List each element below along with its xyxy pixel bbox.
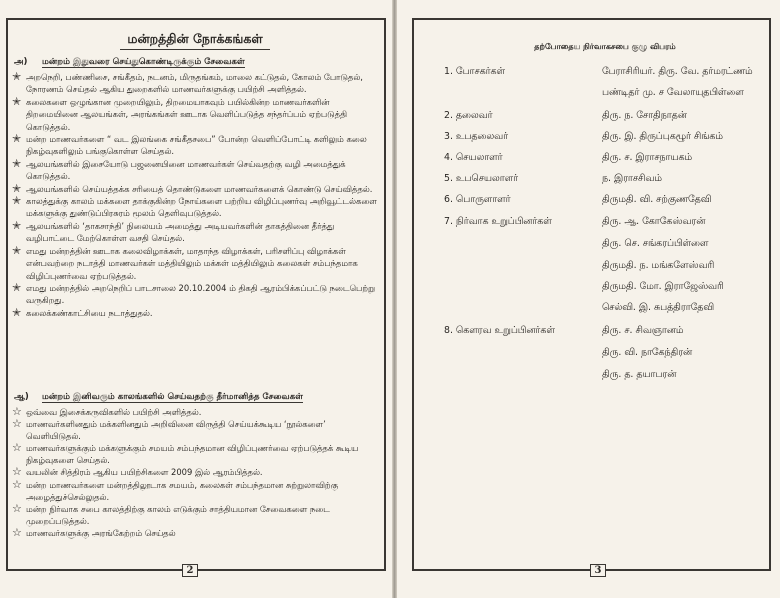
member-name: திருமதி. வி. சற்குணதேவி: [602, 194, 712, 205]
star-bullet-icon: ✭: [12, 243, 22, 257]
list-item: ✭ கலைக்கண்காட்சியை நடாத்துதல்.: [12, 305, 153, 319]
page-title: மன்றத்தின் நோக்கங்கள்: [120, 31, 270, 50]
star-bullet-icon: ✭: [12, 305, 22, 319]
list-item: ✭ ஆலயங்களில் இசையோடு பஜனையினை மாணவர்கள் செய்வதற்கு வழி அமைத்துக் கொடுத்தல்.: [12, 156, 346, 182]
member-name: திரு. ஆ. கோகேஸ்வரன்: [602, 216, 706, 227]
member-name: திருமதி. ந. மங்களேஸ்வரி: [602, 260, 715, 271]
member-name: திரு. த. தயாபரன்: [602, 369, 677, 380]
member-name: திரு. ந. சோதிநாதன்: [602, 110, 687, 121]
member-name: ந. இராசசிவம்: [602, 173, 662, 184]
star-bullet-icon: ✭: [12, 156, 22, 170]
list-item: ✭ மன்ற மாணவர்களை “ வட இலங்கை சங்கீதசபை” போன்ற வெளிப்போட்டி களிலும் கலை நிகழ்வுகளிலும் பங்குகொள்ள செய்தல்.: [12, 132, 367, 157]
star-bullet-icon: ✭: [12, 194, 22, 208]
role-label: 6. பொருளாளர்: [444, 194, 511, 205]
star-bullet-icon: ✭: [12, 70, 22, 83]
role-label: 1. போசகர்கள்: [444, 66, 505, 77]
list-item: ✭ எமது மன்றத்தின் ஊடாக கலைவிழாக்கள், மாதாந்த விழாக்கள், பரிசளிப்பு விழாக்கள் என்பவற்றை நடாத்தி மாணவர்கள் மத்தியிலும் மக்கள் மத்தியிலும் கலைகள் சம்பந்தமாக விழிப்புணர்வை ஏற்படுத்தல்.: [12, 243, 358, 281]
list-item: ✭ காலத்துக்கு காலம் மக்களை தாக்குகின்ற நோய்களை பற்றிய விழிப்புணர்வு அறிவூட்டல்களை மக்களுக்கு துண்டுப்பிரசுரம் மூலம் தெளிவுபடுத்தல்.: [12, 194, 377, 219]
member-name: திரு. ச. சிவஞானம்: [602, 325, 684, 336]
star-outline-bullet-icon: ☆: [12, 477, 22, 491]
star-outline-bullet-icon: ☆: [12, 465, 22, 479]
committee-title: தற்போதைய நிர்வாகசபை குழு விபரம்: [534, 42, 676, 51]
star-outline-bullet-icon: ☆: [12, 405, 22, 418]
list-item: ✭ ஆலயங்களில் செய்யத்தக்க சரியைத் தொண்டுகளை மாணவர்களைக் கொண்டு செய்வித்தல்.: [12, 181, 373, 195]
role-label: 2. தலைவர்: [444, 110, 493, 121]
star-outline-bullet-icon: ☆: [12, 441, 22, 455]
member-name: திருமதி. மோ. இராஜேஸ்வரி: [602, 281, 724, 292]
star-outline-bullet-icon: ☆: [12, 525, 22, 539]
page-number: 3: [590, 564, 606, 577]
star-bullet-icon: ✭: [12, 94, 22, 108]
role-label: 4. செயலாளர்: [444, 152, 503, 163]
role-label: 7. நிர்வாக உறுப்பினர்கள்: [444, 216, 552, 227]
list-item: ☆ வயலின் சித்திரம் ஆகிய பயிற்சிகளை 2009 இல் ஆரம்பித்தல்.: [12, 465, 263, 479]
list-item: ☆ மாணவர்களுக்கு அரங்கேற்றம் செய்தல்: [12, 525, 176, 539]
section-b-title: மன்றம் இனிவரும் காலங்களில் செய்வதற்கு தீர்மானித்த சேவைகள்: [42, 392, 304, 402]
star-bullet-icon: ✭: [12, 181, 22, 195]
member-name: பேராசிரியர். திரு. வே. தர்மரட்ணம்: [602, 66, 753, 77]
list-item: ☆ மன்ற மாணவர்களை மன்றத்திலூடாக சமயம், கலைகள் சம்பந்தமான சுற்றுலாவிற்கு அழைத்துச்செல்லுதல்.: [12, 477, 338, 502]
section-b-marker: ஆ): [14, 392, 29, 402]
member-name: திரு. செ. சங்கரப்பிள்ளை: [602, 238, 709, 249]
role-label: 5. உபசெயலாளர்: [444, 173, 518, 184]
list-item: ☆ மாணவர்களுக்கும் மக்களுக்கும் சமயம் சம்பந்தமான விழிப்புணர்வை ஏற்படுத்தக் கூடிய நிகழ்வுகளை செய்தல்.: [12, 441, 359, 466]
star-outline-bullet-icon: ☆: [12, 417, 22, 431]
member-name: பண்டிதர் மு. ச வேலாயுதபிள்ளை: [602, 87, 744, 98]
list-item: ✭ எமது மன்றத்தில் அறநெறிப் பாடசாலை 20.10.2004 ம் திகதி ஆரம்பிக்கப்பட்டு நடைபெற்று வருகிறது.: [12, 280, 375, 306]
list-item: ✭ கலைகளை ஒழுங்கான முறையிலும், திறமையாகவும் பயில்கின்ற மாணவர்களின் திறமையினை ஆலயங்கள், அரங்கங்கள் ஊடாக வெளிப்படுத்த சந்தர்ப்பம் ஏற்படுத்தி கொடுத்தல்.: [12, 94, 347, 132]
list-item: ☆ மாணவர்களினதும் மக்களினதும் அறிவினை விருத்தி செய்யக்கூடிய ‘நூல்களை’ வெளியிடுதல்.: [12, 417, 326, 442]
star-bullet-icon: ✭: [12, 132, 22, 146]
member-name: திரு. ச. இராசநாயகம்: [602, 152, 693, 163]
role-label: 3. உபதலைவர்: [444, 131, 509, 142]
section-a-marker: அ): [14, 57, 28, 67]
star-bullet-icon: ✭: [12, 280, 22, 294]
member-name: திரு. இ. திருப்புகழூர் சிங்கம்: [602, 131, 723, 142]
list-item: ☆ ஒவ்வை இசைக்கருவிகளில் பயிற்சி அளித்தல்.: [12, 405, 202, 418]
list-item: ✭ ஆலயங்களில் ‘தாகசாந்தி’ நிலையம் அமைத்து அடியவர்களின் தாகத்தினை தீர்த்து வழிபாட்டை மேற்கொள்ள வசதி செய்தல்.: [12, 218, 335, 244]
right-page-border: [412, 18, 771, 571]
list-item: ☆ மன்ற நிர்வாக சபை காலத்திற்கு காலம் எடுக்கும் சாத்தியமான சேவைகளை நடை முறைப்படுத்தல்.: [12, 501, 330, 526]
member-name: செல்வி. இ. சுபத்திராதேவி: [602, 302, 715, 313]
section-a-title: மன்றம் இதுவரை செய்துகொண்டிருக்கும் சேவைகள்: [42, 57, 245, 67]
list-item: ✭ அறநெறி, பண்ணிசை, சங்கீதம், நடனம், மிருதங்கம், மாலை கட்டுதல், கோலம் போடுதல், நோரணம் செய்தல் ஆகிய துறைகளில் மாணவர்களுக்கு பயிற்சி அளித்தல்.: [12, 70, 363, 95]
member-name: திரு. வி. நாகேந்திரன்: [602, 347, 693, 358]
page-number: 2: [182, 564, 198, 577]
star-bullet-icon: ✭: [12, 218, 22, 232]
star-outline-bullet-icon: ☆: [12, 501, 22, 515]
role-label: 8. கௌரவ உறுப்பினர்கள்: [444, 325, 555, 336]
